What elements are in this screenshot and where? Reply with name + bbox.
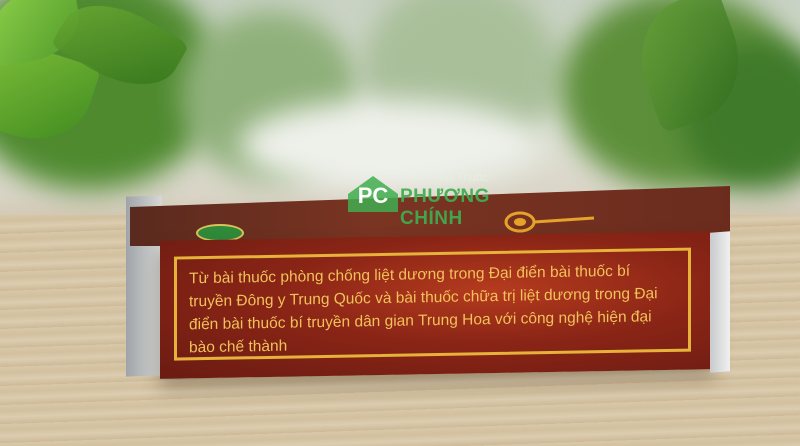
- logo-mark-text: PC: [357, 183, 389, 208]
- logo-small-text: Nhà Thuốc: [434, 172, 488, 184]
- box-right-side: [710, 231, 730, 372]
- watermark-logo: [344, 172, 544, 229]
- panel-text: Từ bài thuốc phòng chống liệt dương trong Đại điển bài thuốc bí truyền Đông y Trung Quốc và bài thuốc chữa trị liệt dương trong Đại điển bài thuốc bí truyền dân gian Trung Hoa với công nghệ hiện đại bào chế thành: [189, 262, 658, 357]
- box-front-panel: [160, 231, 715, 379]
- logo-brand-text: PHƯƠNG CHÍNH: [400, 186, 490, 229]
- gold-frame: [174, 248, 691, 361]
